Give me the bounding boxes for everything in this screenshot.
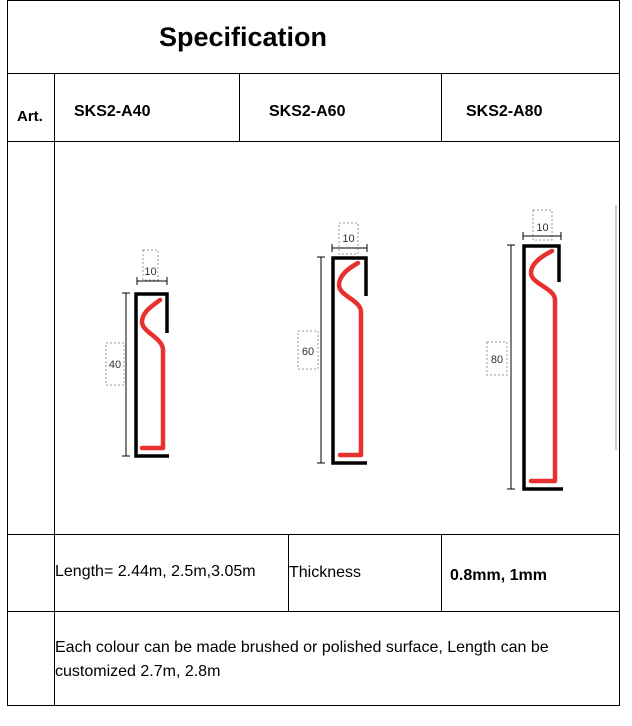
profile-inner-line bbox=[339, 263, 361, 455]
art-label: Art. bbox=[17, 108, 43, 125]
surface-note: Each colour can be made brushed or polished surface, Length can be customized 2.7m, 2.8m bbox=[55, 639, 549, 680]
profile-drawing-a40 bbox=[106, 250, 169, 456]
height-dimension-label: 40 bbox=[108, 359, 122, 371]
width-dimension-label: 10 bbox=[144, 266, 157, 278]
page-title: Specification bbox=[159, 22, 328, 52]
model-name-a60: SKS2-A60 bbox=[269, 103, 346, 120]
model-name-a40: SKS2-A40 bbox=[74, 103, 151, 120]
profile-inner-line bbox=[531, 251, 555, 481]
length-spec: Length= 2.44m, 2.5m,3.05m bbox=[55, 563, 256, 580]
width-dimension-label: 10 bbox=[536, 222, 549, 234]
height-dimension-label: 60 bbox=[301, 346, 315, 358]
thickness-label: Thickness bbox=[289, 564, 362, 581]
height-dimension-label: 80 bbox=[490, 354, 504, 366]
model-name-a80: SKS2-A80 bbox=[466, 103, 543, 120]
profile-drawing-a60 bbox=[298, 223, 367, 463]
thickness-value: 0.8mm, 1mm bbox=[450, 567, 547, 584]
profile-inner-line bbox=[142, 300, 163, 448]
width-dimension-label: 10 bbox=[342, 233, 355, 245]
profile-drawing-a80 bbox=[487, 210, 563, 489]
